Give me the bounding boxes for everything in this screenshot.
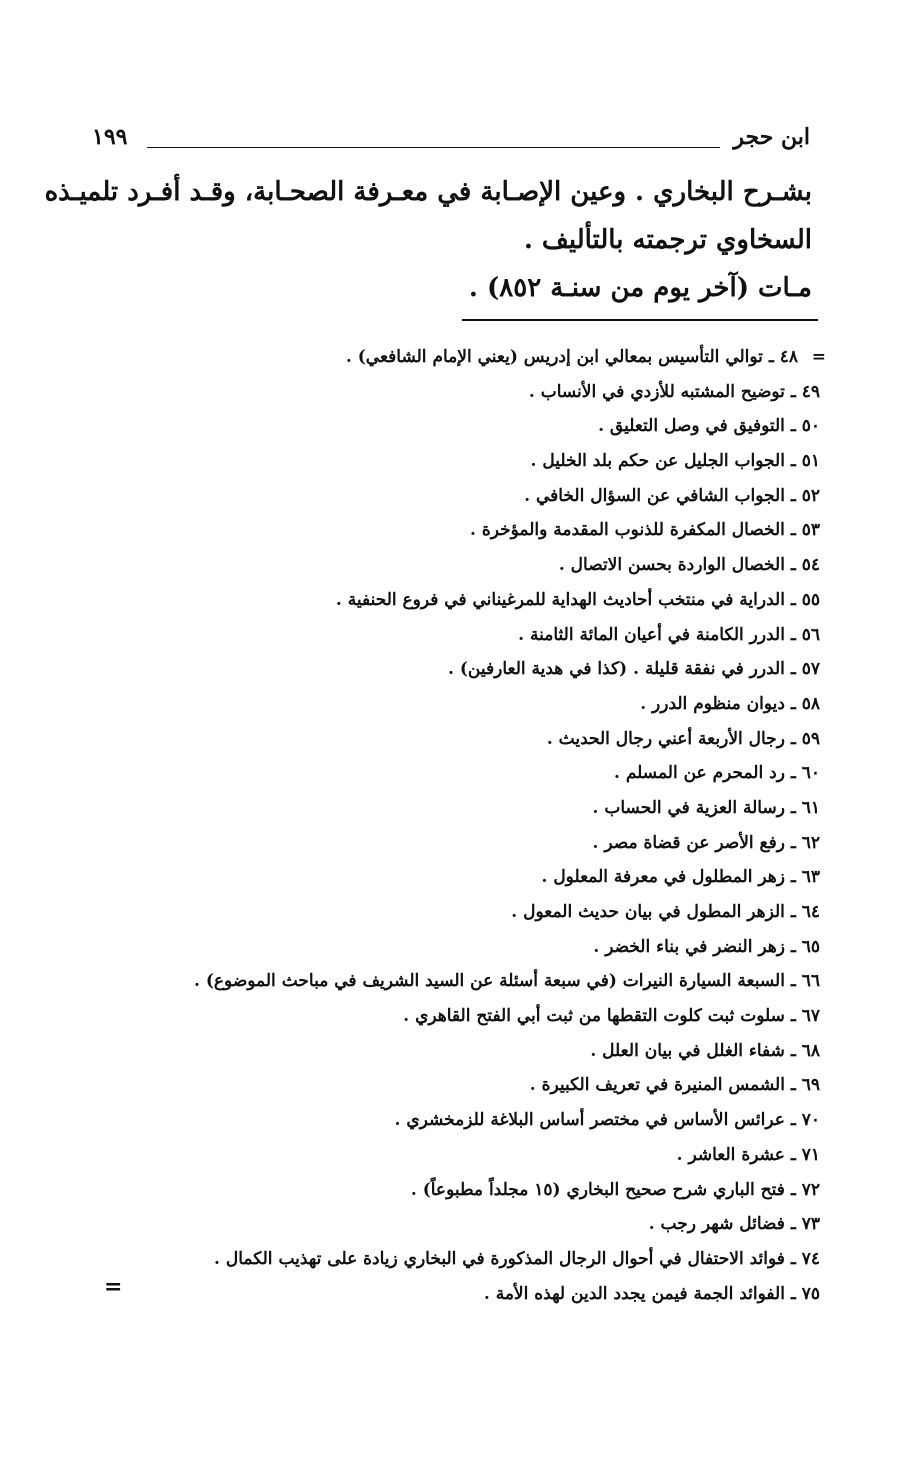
footnote-item: ٧٤ ـ فوائد الاحتفال في أحوال الرجال المذكورة في البخاري زيادة على تهذيب الكمال .: [214, 1248, 820, 1269]
page-number: ١٩٩: [92, 124, 128, 150]
footnote-item: ٧٥ ـ الفوائد الجمة فيمن يجدد الدين لهذه الأمة .: [483, 1283, 820, 1304]
main-text-line: السخاوي ترجمته بالتأليف .: [523, 225, 812, 255]
footnote-item: ٧٣ ـ فضائل شهر رجب .: [648, 1214, 820, 1235]
footnote-item: ٥٤ ـ الخصال الواردة بحسن الاتصال .: [558, 555, 820, 576]
footnote-item: ٥٧ ـ الدرر في نفقة قليلة . (كذا في هدية العارفين) .: [448, 659, 820, 680]
footnote-item: ٦٥ ـ زهر النضر في بناء الخضر .: [593, 936, 820, 957]
footnote-item: ٤٩ ـ توضيح المشتبه للأزدي في الأنساب .: [528, 381, 820, 402]
running-title: ابن حجر: [733, 124, 810, 150]
footnote-item: ٥٣ ـ الخصال المكفرة للذنوب المقدمة والمؤخرة .: [470, 520, 820, 541]
footnote-item: ٧٢ ـ فتح الباري شرح صحيح البخاري (١٥ مجلداً مطبوعاً) .: [410, 1179, 820, 1200]
footnote-item: ٥٦ ـ الدرر الكامنة في أعيان المائة الثامنة .: [518, 624, 820, 645]
footnote-item: ٥٩ ـ رجال الأربعة أعني رجال الحديث .: [546, 728, 820, 749]
footnote-item: ٦٤ ـ الزهر المطول في بيان حديث المعول .: [511, 902, 820, 922]
footnote-item: ٦٠ ـ رد المحرم عن المسلم .: [614, 763, 820, 784]
page-header: [92, 124, 810, 160]
footnote-item: ٥١ ـ الجواب الجليل عن حكم بلد الخليل .: [530, 451, 820, 472]
main-text: [44, 168, 812, 312]
footnote-item: ٥٢ ـ الجواب الشافي عن السؤال الخافي .: [524, 485, 820, 506]
continuation-mark-bottom: =: [104, 1274, 123, 1300]
footnote-item: ٦٧ ـ سلوت ثبت كلوت التقطها من ثبت أبي الفتح القاهري .: [403, 1006, 820, 1027]
footnote-item: ٦١ ـ رسالة العزية في الحساب .: [592, 797, 820, 818]
footnote-item: ٦٣ ـ زهر المطلول في معرفة المعلول .: [541, 867, 820, 888]
footnote-item: ٧٠ ـ عرائس الأساس في مختصر أساس البلاغة للزمخشري .: [394, 1110, 820, 1131]
footnote-item: ٦٢ ـ رفع الأصر عن قضاة مصر .: [592, 832, 820, 853]
main-text-line: مـات (آخر يوم من سنـة ٨٥٢) .: [468, 273, 812, 303]
footnote-item: ٦٨ ـ شفاء الغلل في بيان العلل .: [590, 1040, 820, 1061]
footnotes: [150, 340, 826, 1311]
footnote-item: ٥٥ ـ الدراية في منتخب أحاديث الهداية للمرغيناني في فروع الحنفية .: [335, 589, 820, 610]
continuation-mark-top: =: [811, 347, 826, 367]
footnote-item: [150, 340, 826, 375]
footnote-item: ٦٩ ـ الشمس المنيرة في تعريف الكبيرة .: [529, 1075, 820, 1096]
footnote-item: ٧١ ـ عشرة العاشر .: [676, 1144, 820, 1165]
footnote-text: ٤٨ ـ توالي التأسيس بمعالي ابن إدريس (يعني الإمام الشافعي) .: [345, 347, 798, 367]
header-rule: [147, 147, 720, 148]
footnote-separator: [462, 319, 818, 321]
main-text-line: بشـرح البخاري . وعين الإصـابة في معـرفة الصحـابة، وقـد أفـرد تلميـذه: [44, 177, 812, 207]
footnote-item: ٥٠ ـ التوفيق في وصل التعليق .: [598, 416, 820, 437]
footnote-item: ٥٨ ـ ديوان منظوم الدرر .: [640, 693, 820, 714]
footnote-item: ٦٦ ـ السبعة السيارة النيرات (في سبعة أسئلة عن السيد الشريف في مباحث الموضوع) .: [194, 971, 820, 992]
